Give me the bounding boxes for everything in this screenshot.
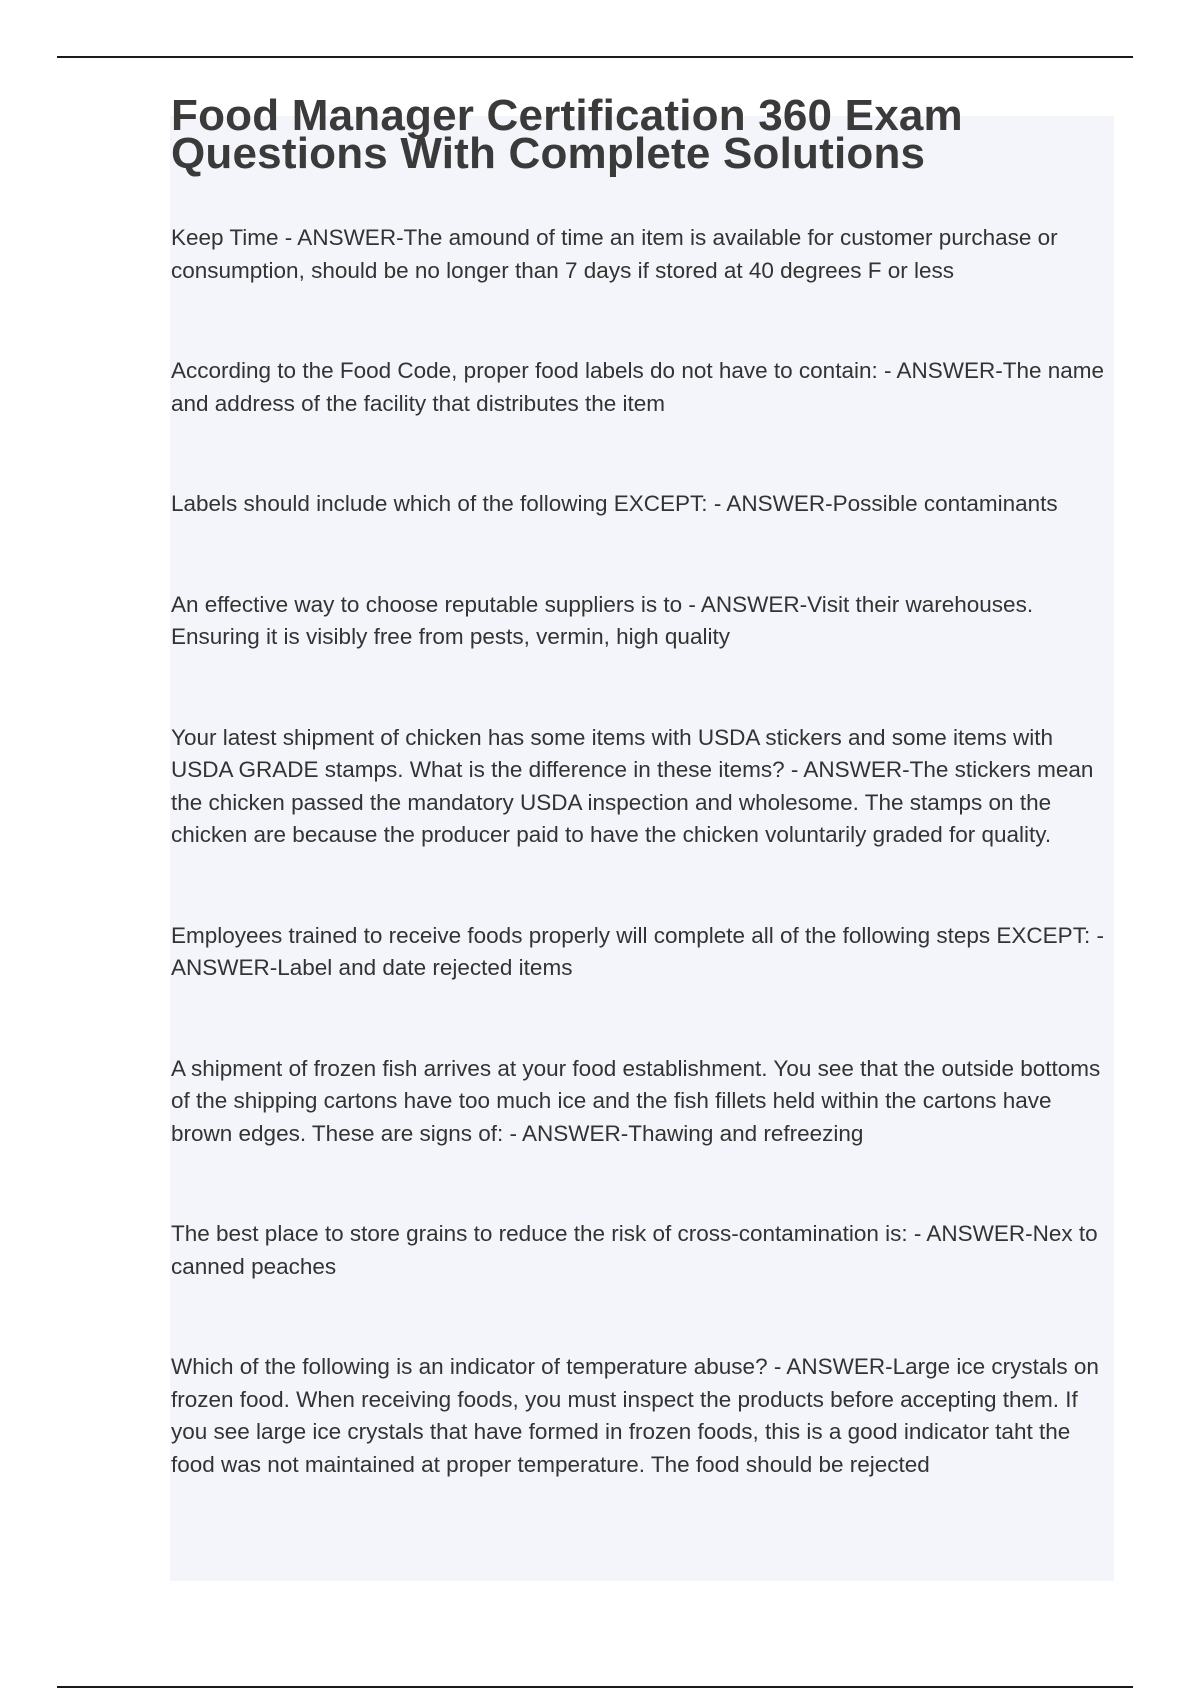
bottom-divider	[57, 1686, 1133, 1688]
document-title: Food Manager Certification 360 Exam Questions With Complete Solutions	[171, 91, 963, 178]
qa-item-receiving-steps: Employees trained to receive foods properly will complete all of the following steps EXCEPT: - ANSWER-Label and date rejected items	[171, 922, 1104, 980]
top-divider	[57, 56, 1133, 58]
qa-item-keep-time: Keep Time - ANSWER-The amound of time an item is available for customer purchase or consumption, should be no longer than 7 days if stored at 40 degrees F or less	[171, 225, 1058, 283]
qa-item-frozen-fish: A shipment of frozen fish arrives at your food establishment. You see that the outside bottoms of the shipping cartons have too much ice and the fish fillets held within the cartons have brown edges. These are signs of: - ANSWER-Thawing and refreezing	[171, 1055, 1101, 1146]
qa-item-labels-except: Labels should include which of the following EXCEPT: - ANSWER-Possible contaminants	[171, 491, 1058, 516]
question-answer-list	[171, 222, 1111, 1481]
qa-item-food-labels: According to the Food Code, proper food labels do not have to contain: - ANSWER-The name and address of the facility that distributes the item	[171, 358, 1105, 416]
qa-item-temperature-abuse: Which of the following is an indicator of temperature abuse? - ANSWER-Large ice crystals on frozen food. When receiving foods, you must inspect the products before accepting them. If you see large ice crystals that have formed in frozen foods, this is a good indicator taht the food was not maintained at proper temperature. The food should be rejected	[171, 1354, 1099, 1477]
qa-item-grain-storage: The best place to store grains to reduce the risk of cross-contamination is: - ANSWER-Nex to canned peaches	[171, 1221, 1098, 1279]
qa-item-reputable-suppliers: An effective way to choose reputable suppliers is to - ANSWER-Visit their warehouses. Ensuring it is visibly free from pests, vermin, high quality	[171, 591, 1034, 649]
qa-item-usda-stickers: Your latest shipment of chicken has some items with USDA stickers and some items with USDA GRADE stamps. What is the difference in these items? - ANSWER-The stickers mean the chicken passed the mandatory USDA inspection and wholesome. The stamps on the chicken are because the producer paid to have the chicken voluntarily graded for quality.	[171, 724, 1094, 847]
